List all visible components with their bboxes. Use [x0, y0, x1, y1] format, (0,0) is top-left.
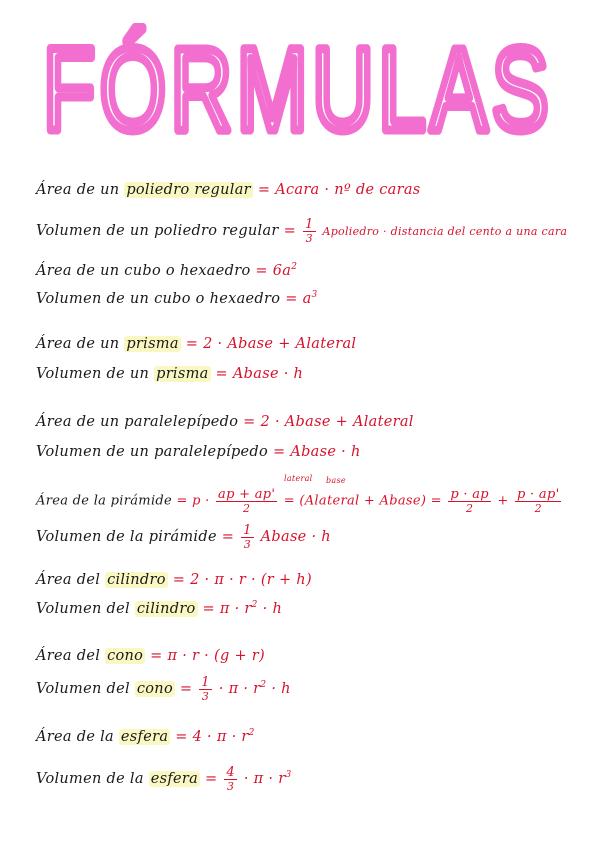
paralelepipedo-volume-label: Volumen de un paralelepípedo — [36, 444, 269, 460]
fraction — [241, 524, 254, 550]
piramide-area-row — [36, 474, 563, 515]
fraction-numerator: 1 — [201, 675, 210, 690]
exponent: 2 — [251, 600, 258, 610]
fraction — [216, 488, 277, 514]
cono-volume-tail: · h — [271, 681, 291, 697]
fraction-numerator: 1 — [304, 217, 314, 232]
equals-sign: = — [179, 681, 193, 697]
exponent: 2 — [260, 680, 267, 691]
poliedro-area-formula: Acara · nº de caras — [275, 182, 421, 198]
cilindro-volume-label: Volumen del — [36, 600, 130, 617]
cilindro-volume-formula: π · r — [219, 600, 252, 617]
equals-sign: = — [176, 493, 188, 509]
cubo-volume-label: Volumen de un cubo o hexaedro — [36, 290, 281, 307]
cono-volume-formula: · π · r — [218, 681, 261, 697]
equals-sign: = — [175, 728, 188, 745]
equals-sign: = — [243, 414, 256, 430]
paralelepipedo-area-formula: 2 · Abase + Alateral — [260, 414, 414, 430]
equals-sign: = — [272, 444, 286, 460]
cubo-area-row — [36, 262, 297, 279]
cilindro-area-label: Área del — [36, 572, 101, 588]
paralelepipedo-area-row — [36, 414, 414, 430]
equals-sign: = — [185, 336, 199, 352]
cono-area-label: Área del — [36, 648, 101, 664]
equals-sign: = — [204, 771, 218, 787]
prisma-volume-label: Volumen de un — [36, 366, 150, 382]
cubo-area-label: Área de un cubo o hexaedro — [36, 262, 251, 279]
equals-sign: = — [257, 182, 271, 198]
cilindro-area-highlight: cilindro — [107, 572, 166, 588]
plus-sign: + — [497, 493, 509, 509]
esfera-volume-row — [36, 766, 292, 792]
equals-sign: = — [283, 223, 297, 239]
cono-volume-row — [36, 676, 291, 702]
poliedro-area-label: Área de un — [36, 182, 120, 198]
cono-area-formula: π · r · (g + r) — [167, 648, 265, 664]
piramide-volume-formula: Abase · h — [260, 529, 331, 545]
fraction — [224, 766, 237, 792]
prisma-area-label: Área de un — [36, 336, 120, 352]
piramide-area-label: Área de la pirámide — [36, 493, 173, 509]
esfera-area-label: Área de la — [36, 728, 114, 745]
equals-sign: = — [172, 572, 186, 588]
fraction — [303, 218, 316, 244]
paralelepipedo-volume-row — [36, 444, 361, 460]
fraction-denominator: 2 — [465, 502, 474, 515]
fraction-denominator: 3 — [305, 232, 313, 245]
poliedro-area-row — [36, 182, 421, 198]
fraction-numerator: p · ap — [450, 487, 489, 502]
cilindro-area-row — [36, 572, 312, 588]
title-text: FÓRMULAS — [43, 24, 553, 152]
esfera-volume-label: Volumen de la — [36, 771, 144, 787]
fraction-numerator: ap + ap' — [218, 487, 276, 502]
cilindro-volume-highlight: cilindro — [136, 600, 196, 617]
prisma-volume-formula: Abase · h — [232, 366, 304, 382]
fraction-numerator: 1 — [243, 523, 252, 538]
cono-area-highlight: cono — [107, 648, 144, 664]
piramide-area-p: p · — [192, 493, 210, 509]
paralelepipedo-volume-formula: Abase · h — [290, 444, 361, 460]
superscript-base: base — [326, 476, 346, 485]
exponent: 2 — [291, 262, 298, 272]
piramide-volume-row — [36, 524, 331, 550]
cono-area-row — [36, 648, 265, 664]
prisma-area-formula: 2 · Abase + Alateral — [203, 336, 357, 352]
poliedro-volume-label: Volumen de un poliedro regular — [36, 223, 279, 239]
prisma-area-highlight: prisma — [126, 336, 179, 352]
cubo-area-formula: 6a — [272, 262, 292, 279]
prisma-volume-row — [36, 366, 303, 382]
poliedro-volume-row — [36, 218, 567, 244]
esfera-volume-formula: · π · r — [243, 771, 286, 787]
cubo-volume-row — [36, 290, 318, 307]
cilindro-area-formula: 2 · π · r · (r + h) — [190, 572, 312, 588]
fraction — [448, 488, 491, 514]
fraction-denominator: 3 — [243, 538, 252, 551]
equals-sign: = — [215, 366, 228, 382]
esfera-volume-highlight: esfera — [150, 771, 199, 787]
cilindro-volume-tail: · h — [262, 600, 283, 617]
paralelepipedo-area-label: Área de un paralelepípedo — [36, 414, 239, 430]
cono-volume-highlight: cono — [136, 681, 173, 697]
cono-volume-label: Volumen del — [36, 681, 130, 697]
esfera-area-row — [36, 728, 255, 745]
exponent: 3 — [311, 290, 318, 300]
fraction-numerator: 4 — [226, 765, 235, 780]
title-graphic — [28, 22, 568, 152]
equals-sign: = — [285, 290, 298, 307]
prisma-area-row — [36, 336, 356, 352]
exponent: 2 — [248, 728, 255, 738]
exponent: 3 — [285, 770, 292, 781]
fraction — [199, 676, 212, 702]
cilindro-volume-row — [36, 600, 282, 617]
fraction — [515, 488, 561, 514]
esfera-area-highlight: esfera — [120, 728, 169, 745]
equals-sign: = — [255, 262, 268, 279]
fraction-numerator: p · ap' — [516, 487, 560, 502]
piramide-area-middle: = (Alateral + Abase) = — [283, 493, 442, 509]
fraction-denominator: 2 — [534, 502, 542, 515]
fraction-denominator: 3 — [226, 780, 235, 793]
equals-sign: = — [202, 600, 215, 617]
poliedro-volume-formula: Apoliedro · distancia del cento a una cara — [322, 225, 568, 238]
equals-sign: = — [221, 529, 235, 545]
equals-sign: = — [150, 648, 163, 664]
superscript-lateral: lateral — [284, 474, 313, 483]
esfera-area-formula: 4 · π · r — [192, 728, 249, 745]
fraction-denominator: 2 — [243, 502, 251, 515]
fraction-denominator: 3 — [201, 690, 210, 703]
prisma-volume-highlight: prisma — [156, 366, 209, 382]
piramide-volume-label: Volumen de la pirámide — [36, 529, 217, 545]
page-title — [28, 22, 568, 152]
cubo-volume-formula: a — [302, 290, 312, 307]
poliedro-area-highlight: poliedro regular — [126, 182, 251, 198]
